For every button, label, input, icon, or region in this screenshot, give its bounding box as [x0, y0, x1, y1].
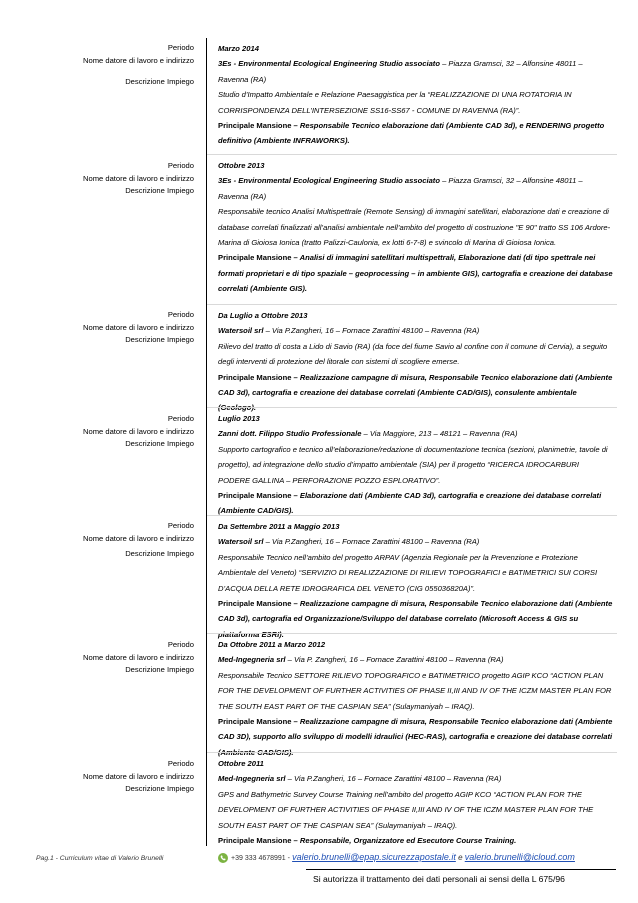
email-link-icloud[interactable]: valerio.brunelli@icloud.com: [464, 852, 575, 862]
entry-period: Luglio 2013: [218, 414, 260, 423]
phone-icon: [218, 853, 228, 863]
entry-employer: [218, 56, 613, 87]
employer-name: 3Es - Environmental Ecological Engineering Studio associato: [218, 59, 440, 69]
label-employer: Nome datore di lavoro e indirizzo: [82, 173, 194, 183]
role-label: Principale Mansione: [218, 717, 292, 727]
entry-employer: [218, 426, 613, 441]
label-period: Periodo: [167, 414, 194, 423]
role-label: Principale Mansione: [218, 121, 292, 131]
email-conjunction: e: [455, 853, 465, 862]
label-period: Periodo: [167, 161, 194, 170]
email-link-pec[interactable]: valerio.brunelli@epap.sicurezzapostale.it: [292, 852, 456, 862]
footer-contact: [218, 852, 575, 863]
entry-separator: [207, 154, 617, 155]
label-description: Descrizione Impiego: [125, 665, 194, 674]
privacy-consent: Si autorizza il trattamento dei dati personali ai sensi della L 675/96: [313, 874, 565, 884]
footer-rule: [306, 869, 616, 870]
entry-period: Da Ottobre 2011 a Marzo 2012: [218, 640, 326, 649]
entry-role: [218, 250, 613, 296]
role-label: Principale Mansione: [218, 253, 292, 263]
role-text: – Responsabile, Organizzatore ed Esecutore Course Training.: [291, 836, 517, 846]
entry-employer: [218, 323, 613, 338]
phone-number: +39 333 4678991 -: [231, 855, 290, 862]
column-divider: [206, 38, 207, 846]
label-description: Descrizione Impiego: [125, 77, 194, 86]
label-description: Descrizione Impiego: [125, 784, 194, 793]
entry-content: [218, 158, 613, 297]
entry-period: Da Settembre 2011 a Maggio 2013: [218, 522, 340, 531]
entry-separator: [207, 752, 617, 753]
employer-address: – Piazza Gramsci, 32 – Alfonsine 48011 – Ravenna (RA): [218, 176, 583, 201]
entry-role: [218, 596, 613, 642]
label-period: Periodo: [167, 759, 194, 768]
entry-role: [218, 370, 613, 416]
employer-address: – Piazza Gramsci, 32 – Alfonsine 48011 – Ravenna (RA): [218, 59, 583, 84]
page-footer: [0, 846, 638, 903]
entry-description: Responsabile tecnico Analisi Multispettrale (Remote Sensing) di immagini satellitari, elaborazione dati e creazione di database correlati finalizzati all’analisi ambientale nell’ambito del progetto di costruzione "E 90" tratto SS 106 Ardore-Marina di Gioiosa Ionica (tratto Palizzi-Caulonia, ex lotti 6-7-8) e svincolo di Marina di Gioiosa Ionica.: [218, 207, 611, 248]
entry-labels: [20, 413, 194, 451]
label-description: Descrizione Impiego: [125, 439, 194, 448]
entry-period: Marzo 2014: [218, 44, 259, 53]
role-label: Principale Mansione: [218, 372, 292, 382]
entry-employer: [218, 652, 613, 667]
entry-description: Studio d’Impatto Ambientale e Relazione Paesaggistica per la “REALIZZAZIONE DI UNA ROTATORIA IN CORRISPONDENZA DELL’INTERSEZIONE SS16-SS67 - COMUNE DI RAVENNA (RA)”.: [218, 90, 572, 115]
entry-content: [218, 308, 613, 416]
entry-description: Rilievo del tratto di costa a Lido di Savio (RA) (da foce del fiume Savio al confine con il comune di Cervia), a seguito degli interventi di protezione del litorale con sistemi di scogliere emerse.: [218, 341, 608, 367]
entry-labels: [20, 309, 194, 347]
employer-address: – Via P.Zangheri, 16 – Fornace Zarattini 48100 – Ravenna (RA): [285, 774, 502, 784]
label-employer: Nome datore di lavoro e indirizzo: [82, 533, 194, 543]
employer-address: – Via P.Zangheri, 16 – Fornace Zarattini 48100 – Ravenna (RA): [263, 537, 480, 547]
employer-name: 3Es - Environmental Ecological Engineering Studio associato: [218, 176, 440, 186]
role-label: Principale Mansione: [218, 491, 292, 501]
entry-labels: [20, 42, 194, 89]
role-text: – Realizzazione campagne di misura, Responsabile Tecnico elaborazione dati (Ambiente CAD 3D), supporto allo sviluppo di modelli idraulici (HEC-RAS), cartografia e creazione dei database correlati (Ambiente CAD/GIS).: [218, 717, 613, 757]
page-label: Pag.1 - Curriculum vitae di Valerio Brunelli: [36, 855, 164, 862]
employer-name: Watersoil srl: [218, 326, 264, 336]
entry-separator: [207, 304, 617, 305]
entry-period: Ottobre 2011: [218, 759, 264, 768]
employer-name: Med-Ingegneria srl: [218, 774, 286, 784]
role-text: – Realizzazione campagne di misura, Responsabile Tecnico elaborazione dati (Ambiente CAD 3d), cartografia e creazione dei database correlati (Ambiente CAD/GIS), consulente ambientale (Geologo).: [218, 372, 613, 413]
entry-description: Responsabile Tecnico SETTORE RILIEVO TOPOGRAFICO e BATIMETRICO progetto AGIP KCO “ACTION PLAN FOR THE DEVELOPMENT OF FURTHER ACTIVITIES OF PHASE II,III AND IV OF THE ICZM MASTER PLAN FOR THE SOUTH EAST PART OF THE CASPIAN SEA” (Sulaymaniyah – IRAQ).: [218, 670, 612, 711]
label-employer: Nome datore di lavoro e indirizzo: [82, 771, 194, 781]
entry-employer: [218, 771, 613, 786]
entry-labels: [20, 758, 194, 796]
entry-labels: [20, 639, 194, 677]
label-employer: Nome datore di lavoro e indirizzo: [82, 55, 194, 65]
entry-content: [218, 637, 613, 760]
entry-labels: [20, 160, 194, 198]
employer-address: – Via P.Zangheri, 16 – Fornace Zarattini 48100 – Ravenna (RA): [263, 326, 480, 336]
label-employer: Nome datore di lavoro e indirizzo: [82, 652, 194, 662]
entry-employer: [218, 534, 613, 549]
label-description: Descrizione Impiego: [125, 186, 194, 195]
label-period: Periodo: [167, 310, 194, 319]
entry-separator: [207, 633, 617, 634]
entry-separator: [207, 515, 617, 516]
label-employer: Nome datore di lavoro e indirizzo: [82, 426, 194, 436]
role-label: Principale Mansione: [218, 599, 292, 609]
entry-description: Responsabile Tecnico nell’ambito del progetto ARPAV (Agenzia Regionale per la Prevenzione e Protezione Ambientale del Veneto) “SERVIZIO DI REALIZZAZIONE DI RILIEVI TOPOGRAFICI e BATIMETRICI SUI CORSI D’ACQUA DELLA RETE IDROGRAFICA DEL VENETO (CIG 055036820A)”.: [218, 552, 598, 593]
entry-role: [218, 118, 613, 149]
entry-separator: [207, 407, 617, 408]
label-period: Periodo: [167, 521, 194, 530]
label-description: Descrizione Impiego: [125, 335, 194, 344]
entry-description: Supporto cartografico e tecnico all’elaborazione/redazione di documentazione tecnica (sezioni, planimetrie, tavole di progetto), ad integrazione dello studio d’impatto ambientale (SIA) per il progetto “RICERCA IDROCARBURI PODERE GALLINA – PERFORAZIONE POZZO ESPLORATIVO”.: [218, 444, 608, 485]
entry-labels: [20, 520, 194, 561]
employer-name: Zanni dott. Filippo Studio Professionale: [218, 429, 362, 439]
entry-content: [218, 411, 613, 519]
entry-period: Ottobre 2013: [218, 161, 265, 170]
employer-name: Watersoil srl: [218, 537, 264, 547]
employer-name: Med-Ingegneria srl: [218, 655, 286, 665]
role-text: – Responsabile Tecnico elaborazione dati (Ambiente CAD 3d), e RENDERING progetto definitivo (Ambiente INFRAWORKS).: [218, 121, 605, 146]
entry-content: [218, 519, 613, 642]
label-employer: Nome datore di lavoro e indirizzo: [82, 322, 194, 332]
role-label: Principale Mansione: [218, 836, 292, 846]
role-text: – Elaborazione dati (Ambiente CAD 3d), cartografia e creazione dei database correlati (Ambiente CAD/GIS).: [218, 491, 602, 516]
role-text: – Realizzazione campagne di misura, Responsabile Tecnico elaborazione dati (Ambiente CAD 3d), cartografia ed Organizzazione/Sviluppo del database correlato (Microsoft Access & GIS su piattaforma ESRI).: [218, 599, 613, 639]
role-text: – Analisi di immagini satellitari multispettrali, Elaborazione dati (di tipo spettrale nei formati proprietari e di tipo spaziale – geoprocessing – in ambiente GIS), cartografia e creazione dei database correlati (Ambiente GIS).: [218, 253, 613, 294]
employer-address: – Via P. Zangheri, 16 – Fornace Zarattini 48100 – Ravenna (RA): [285, 655, 504, 665]
label-period: Periodo: [167, 640, 194, 649]
label-period: Periodo: [167, 43, 194, 52]
label-description: Descrizione Impiego: [125, 549, 194, 558]
entry-content: [218, 756, 613, 848]
entry-description: GPS and Bathymetric Survey Course Training nell’ambito del progetto AGIP KCO “ACTION PLAN FOR THE DEVELOPMENT OF FURTHER ACTIVITIES OF PHASE II,III AND IV OF THE ICZM MASTER PLAN FOR THE SOUTH EAST PART OF THE CASPIAN SEA” (Sulaymaniyah – IRAQ).: [218, 789, 594, 830]
entry-employer: [218, 173, 613, 204]
employer-address: – Via Maggiore, 213 – 48121 – Ravenna (RA): [361, 429, 518, 439]
entry-content: [218, 41, 613, 149]
entry-period: Da Luglio a Ottobre 2013: [218, 311, 308, 320]
entry-role: [218, 714, 613, 760]
